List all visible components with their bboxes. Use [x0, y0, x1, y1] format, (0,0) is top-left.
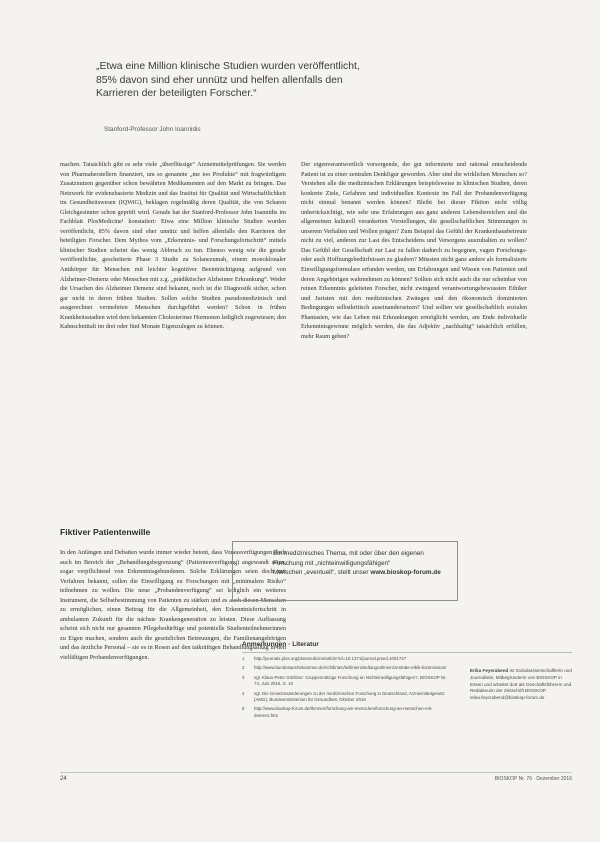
pull-quote: „Etwa eine Million klinische Studien wurden veröffentlicht, 85% davon sind eher unnütz und helfen allenfalls den Karrieren der beteiligten Forscher.“ — [96, 61, 360, 100]
reference-text: http://journals.plos.org/plosmedicine/article?id=10.1371/journal.pmed.1001747 — [254, 656, 407, 661]
reference-text: http://www.bioskop-forum.de/themen/forschung-am-menschen/forschung-an-menschen-mit-demenz.htm — [254, 706, 433, 718]
paragraph: Der eigenverantwortlich vorsorgende, der gut informierte und rational entscheidende Patient ist zu einer zentralen Denkfigur geworden. Aber sind die wirklichen Menschen so? Verstehen alle die medizinischen Erklärungen beispielsweise in klinischen Studien, deren konkrete Ziele, Gefahren und individuellen Kontexte im Fall der Probandenverfügung nicht einmal benannt werden können? Bleibt bei dieser Fiktion nicht völlig unberücksichtigt, wie sehr uns Erfahrungen aus ganz anderen Lebensbereichen und die allgemeinen kulturell verankerten Vorstellungen, die gesellschaftlichen Stimmungen in unserem Verhalten und Wollen prägen? Zum Beispiel das Gefühl der Krankenhausbetreute nicht zu viel, anderen zur Last des Entscheidens und Versorgens auszuhalten zu wollen? Das Gefühl der Gesellschaft zur Last zu fallen dadurch zu begegnen, vagen Forschungs- oder auch Hoffnungsbedürfnissen zu glauben? Müssten nicht ganz andere als formalisierte Einwilligungsformulare erfunden werden, um Erfahrungen und Wissen von Patienten und deren Angehörigen wahrnehmen zu können? Sollten sich nicht auch die nur scheinbar von reinen Erkenntnis geleiteten Forscher, nicht zwingend verantwortungsbewussten Ethiker und Juristen mit den medizinischen Zwängen und den ökonomisch dominierten Bedingungen selbstkritisch auseinandersetzen? Und sollten wir gesellschaftlich sozialen Phantasien, wie das Leben mit Erkrankungen ermöglicht werden, am Ende individuelle Erkenntnisgewinne möglich werden, die das Adjektiv „nachhaltig“ tatsächlich erfüllen, mehr Raum geben? — [301, 161, 527, 340]
reference-text: http://www.bundesaerztekammer.de/richtlinien/leitlinien/stellungnahmen/zentrale-ethik-kommission/ — [254, 665, 447, 671]
reference-number: 5 — [242, 706, 245, 712]
info-line: Ein medizinisches Thema, mit oder über den eigenen — [273, 550, 424, 557]
reference-text: vgl. Klaus-Peter Görlitzer: Gruppennützige Forschung an Nichteinwilligungsfähigen?, BIOSKOP Nr. 74, Juni 2016, S. 10 — [254, 674, 447, 687]
reference-text: vgl. Die Gesetzesänderungen zu der medizinischen Forschung in Deutschland, Arzneimittelgesetz (AMG), Bundesministerium für Gesundheit, Oktober 2016 — [254, 690, 445, 703]
reference-number: 3 — [242, 674, 245, 680]
body-column-left — [60, 160, 286, 332]
reference-item — [242, 691, 450, 704]
reference-item — [242, 656, 450, 662]
reference-item — [242, 706, 450, 719]
author-bio: ist Sozialwissenschaftlerin und Journalistin, Mitbegründerin von BIOSKOP in Essen und arbeitet dort als Geschäftsführerin und Redakteurin der Zeitschrift BIOSKOP. — [470, 668, 572, 694]
footer-divider — [60, 772, 572, 773]
author-name: Erika Feyerabend — [470, 668, 509, 673]
author-email[interactable]: erika.feyerabend@bioskop-forum.de — [470, 695, 545, 701]
references-list — [242, 656, 450, 722]
author-box — [470, 668, 574, 702]
info-link[interactable]: www.bioskop-forum.de — [370, 569, 441, 577]
reference-number: 2 — [242, 665, 245, 671]
reference-number: 4 — [242, 690, 245, 696]
paragraph: machen. Tatsächlich gibt es sehr viele „überflüssige“ Arzneimittelprüfungen. Sie werden von Pharmaherstellern finanziert, um so genannte „me too Produkte“ mit fragwürdigem Zusatznutzen gegenüber schon bewährten Medikamenten auf den Markt zu bringen. Das Netzwerk für evidenzbasierte Medizin und das Institut für Qualität und Wirtschaftlichkeit im Gesundheitswesen (IQWiG), beklagen regelmäßig deren Qualität, die von Scharen Gleichgesinnter schon geprüft wird. Gerade hat der Stanford-Professor John Ioannidis im Fachblatt PlosMedicine¹ konstatiert: Etwa eine Million klinische Studien wurden veröffentlicht, 85% davon sind eher unnütz und helfen allenfalls den Karrieren der beteiligten Forscher. Dem Mythos vom „Erkenntnis- und Forschungsfortschritt“ mittels klinischer Studien scheint das wenig Abbruch zu tun. Ebenso wenig wie die gerade veröffentlichte, gescheiterte Phase 3 Studie zu Solanezumab, einem monoklonaler Antikörper für Menschen mit leichter kognitiver Beeinträchtigung aufgrund von Alzheimer-Demenz oder Menschen mit z.g. „prädiktischer Alzheimer Erkrankung“. Weder die Ursachen des Alzheimer Demenz sind bekannt, noch ist die Diagnostik sicher, schon gar nicht in deren frühen Stadien. Sollen solche Studien pseudomedizinisch und ausgerechnet vermehrten Menschen durchgeführt werden? Schon in frühen Krankheitsstadien wird dem bekannten Cholesterinse Hormonen lediglich zugewiesen; den Kahnschnittalt im drei oder fünf Monate Eigenzulegen zu können. — [60, 161, 286, 331]
paragraph: In den Anfängen und Debatten wurde immer wieder betont, dass Vorausverfügungen doch auch im Bereich der „Behandlungsbegrenzung“ (Patientenverfügung) angewandt seien, sogar verpflichtend von Erkenntnisgebundenen. Solche Erklärungen seien doch mit Verfahren bekannt, sollen die Einwilligung zu Forschungen mit „minimalem Risiko“ teilnehmen zu wollen. Die neue „Probandenverfügung“ sei lediglich ein weiteres Instrument, die Selbstbestimmung von Patienten zu stärken und es auch diesen Menschen zu ermöglichen, einen Beitrag für die Allgemeinheit, den Erkenntnisfortschritt in ambulanten Zukunft für die nächste Krankengeneration zu leisten. Diese Auffassung scheint sich nicht nur gesamten Pflegebedürftige und potentielle Studienteilnehmerinnen zu Eigen machen, sondern auch die gesetzlichen Betreuungen, die Familienangehörigen und das ärztliche Personal – sie es in Rosen auf den tatkräftigen Behandlungsalltag in den vielfältigen Probandenverfügungen. — [60, 549, 286, 662]
info-box — [232, 541, 458, 601]
reference-number: 1 — [242, 656, 245, 661]
page-number: 24 — [60, 776, 67, 782]
notes-heading: Anmerkungen · Literatur — [242, 641, 319, 648]
info-line — [273, 568, 443, 578]
body-column-right — [301, 160, 527, 341]
info-line-text: Menschen „eventuell“, stellt unser — [273, 569, 369, 577]
reference-item — [242, 675, 450, 688]
reference-item — [242, 665, 450, 671]
divider — [242, 652, 572, 653]
info-line: Forschung mit „nichteinwilligungsfähigen“ — [273, 559, 391, 567]
journal-name: BIOSKOP Nr. 76 · Dezember 2016 — [494, 776, 572, 782]
section-heading: Fiktiver Patientenwille — [60, 527, 151, 537]
pull-quote-attribution: Stanford-Professor John Ioannidis — [104, 126, 201, 133]
